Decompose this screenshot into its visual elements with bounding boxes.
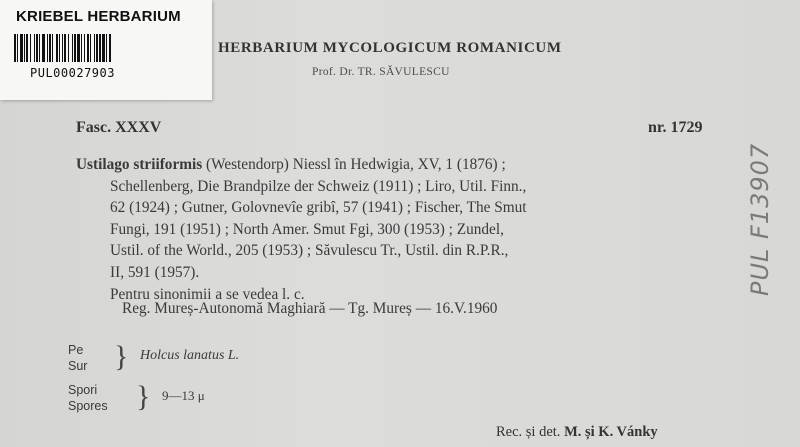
citation-line — [76, 154, 724, 176]
locality-line: Reg. Mureș-Autonomă Maghiară — Tg. Mureș — 16.V.1960 — [122, 300, 498, 317]
host-label-alt: Sur — [68, 359, 88, 373]
species-name: Ustilago striiformis — [76, 156, 203, 173]
citation-line3: 62 (1924) ; Gutner, Golovnevîe gribî, 57 (1941) ; Fischer, The Smut — [110, 199, 527, 217]
citation-line2: Schellenberg, Die Brandpilze der Schweiz (1911) ; Liro, Util. Finn., — [110, 177, 527, 195]
host-value: Holcus lanatus L. — [140, 348, 240, 363]
header-subtitle: Prof. Dr. TR. SĂVULESCU — [312, 66, 450, 78]
collector-names: M. și K. Vánky — [564, 424, 658, 440]
barcode-number: PUL00027903 — [30, 66, 115, 80]
host-label — [68, 342, 87, 374]
citation-block — [76, 154, 724, 305]
citation-line1: (Westendorp) Niessl în Hedwigia, XV, 1 (1876) ; — [202, 156, 506, 173]
specimen-number: nr. 1729 — [648, 119, 703, 136]
spore-label — [68, 382, 108, 414]
citation-line4: Fungi, 191 (1951) ; North Amer. Smut Fgi, 300 (1953) ; Zundel, — [110, 220, 504, 238]
collector-prefix: Rec. și det. — [496, 424, 561, 440]
collector-line — [496, 424, 658, 441]
spore-label-ro: Spori — [68, 383, 98, 397]
header-title: HERBARIUM MYCOLOGICUM ROMANICUM — [218, 40, 562, 56]
sticker-title: KRIEBEL HERBARIUM — [16, 8, 181, 25]
citation-line5: Ustil. of the World., 205 (1953) ; Săvulescu Tr., Ustil. din R.P.R., — [110, 242, 509, 260]
herbarium-sticker — [0, 0, 212, 100]
barcode-bar — [111, 34, 112, 62]
spore-label-alt: Spores — [68, 399, 108, 413]
fascicle-label: Fasc. XXXV — [76, 119, 162, 136]
spore-value: 9—13 μ — [162, 388, 205, 403]
citation-line7: Pentru sinonimii a se vedea l. c. — [110, 285, 305, 303]
host-label-ro: Pe — [68, 343, 84, 357]
citation-line6: II, 591 (1957). — [110, 263, 200, 281]
barcode — [14, 34, 198, 62]
spore-brace: } — [136, 380, 151, 413]
host-brace: } — [114, 340, 129, 373]
handwritten-annotation — [720, 78, 774, 298]
handwritten-text: PUL F13907 — [746, 142, 774, 296]
